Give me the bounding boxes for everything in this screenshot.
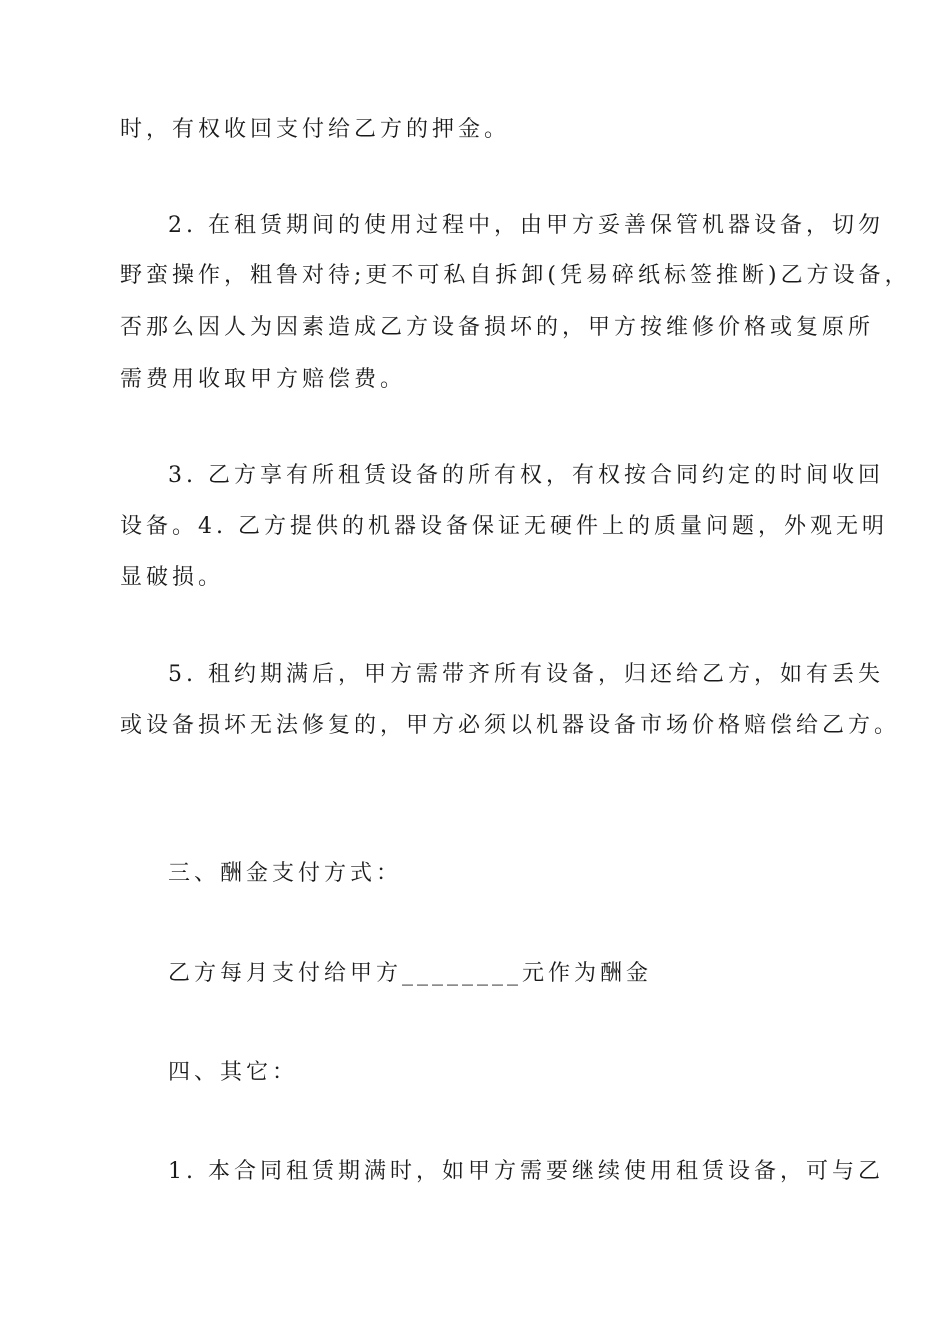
text-line: 5. 租约期满后，甲方需带齐所有设备，归还给乙方，如有丢失 xyxy=(168,662,884,687)
text-line: 设备。4. 乙方提供的机器设备保证无硬件上的质量问题，外观无明 xyxy=(120,514,888,539)
section-heading: 四、其它： xyxy=(168,1060,299,1085)
text-line: 否那么因人为因素造成乙方设备损坏的，甲方按维修价格或复原所 xyxy=(120,315,875,340)
text-line: 需费用收取甲方赔偿费。 xyxy=(120,367,407,392)
text-line: 或设备损坏无法修复的，甲方必须以机器设备市场价格赔偿给乙方。 xyxy=(120,713,901,738)
section-heading: 三、酬金支付方式： xyxy=(168,861,403,886)
text-line: 野蛮操作，粗鲁对待;更不可私自拆卸(凭易碎纸标签推断)乙方设备， xyxy=(120,263,911,288)
text-line: 显破损。 xyxy=(120,565,225,590)
text-line: 2. 在租赁期间的使用过程中，由甲方妥善保管机器设备，切勿 xyxy=(168,213,884,238)
text-line: 3. 乙方享有所租赁设备的所有权，有权按合同约定的时间收回 xyxy=(168,463,884,488)
text-line: 1. 本合同租赁期满时，如甲方需要继续使用租赁设备，可与乙 xyxy=(168,1159,884,1184)
text-line: 时，有权收回支付给乙方的押金。 xyxy=(120,117,511,142)
text-line: 乙方每月支付给甲方________元作为酬金 xyxy=(168,961,653,986)
